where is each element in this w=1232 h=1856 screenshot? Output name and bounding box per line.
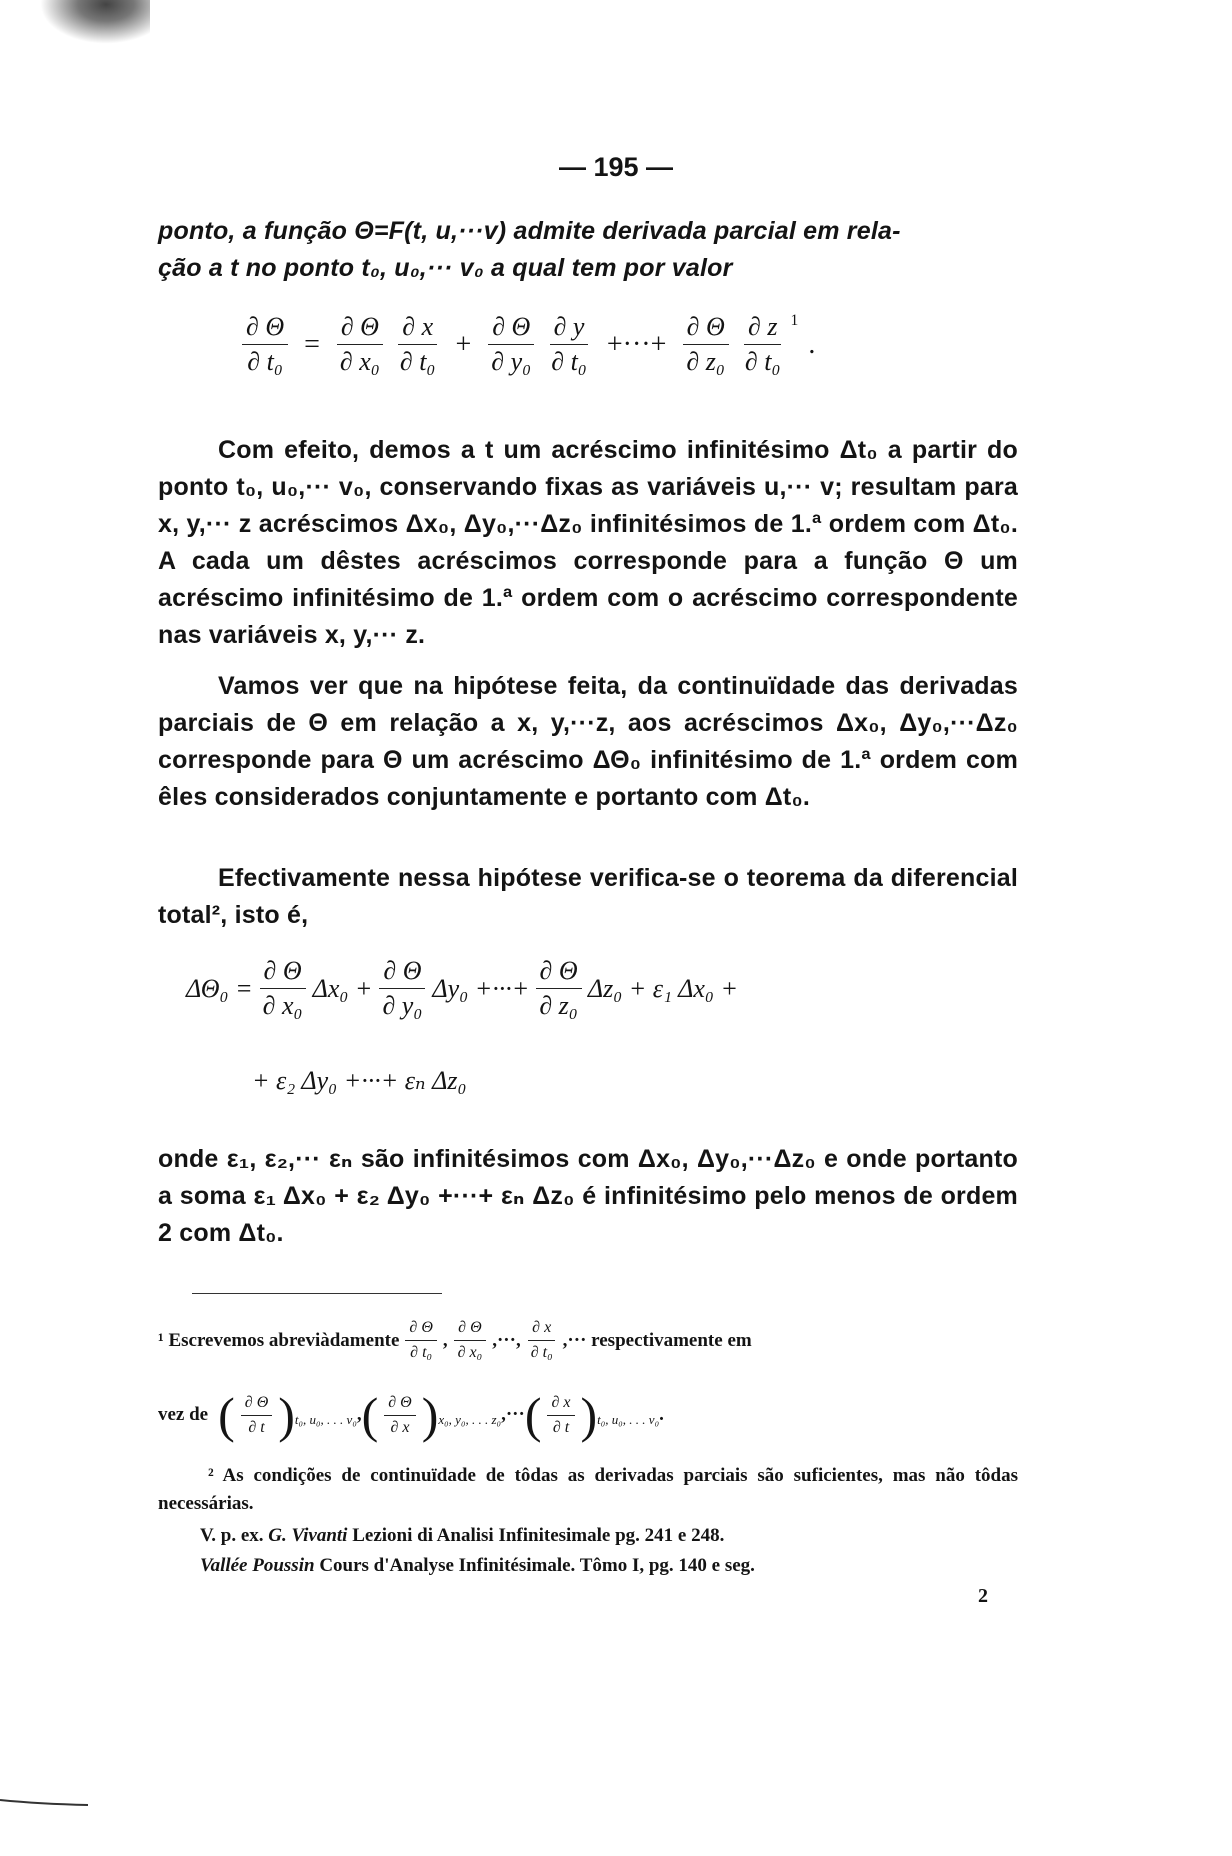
paragraph-1: Com efeito, demos a t um acréscimo infinitésimo Δt₀ a partir do ponto t₀, u₀,··· v₀, conservando fixas as variáveis u,··· v; resultam para x, y,··· z acréscimos Δx₀, Δy₀,···Δz₀ infinitésimos de 1.ª ordem com Δt₀. A cada um dêstes acréscimos corresponde para a função Θ um acréscimo infinitésimo de 1.ª ordem com o acréscimo correspondente nas variáveis x, y,··· z. [158, 436, 1018, 649]
signature-mark: 2 [978, 1585, 988, 1607]
eq1-term1-a: $\frac{\partial \Theta}{\text{∂ x₀}}$ [336, 312, 384, 377]
scan-edge-mark [0, 1796, 90, 1808]
eq2-frac-1: $\frac{\partial \Theta}{\text{∂ x₀}}$ [259, 956, 307, 1021]
page-number: — 195 — [558, 152, 674, 182]
intro-line-1: ponto, a função Θ=F(t, u,···v) admite derivada parcial em rela- [158, 217, 901, 245]
footnote-2: ² As condições de continuïdade de tôdas as derivadas parciais são suficientes, mas não tôdas necessárias. [158, 1465, 1018, 1514]
eq1-lhs: $\frac{\partial \Theta}{\text{∂ t₀}}$ [242, 312, 288, 377]
equation-2-line-2: + ε₂ Δy₀ +···+ εₙ Δz₀ [252, 1066, 467, 1095]
scan-stain [40, 0, 150, 44]
reference-2: Vallée Poussin Cours d'Analyse Infinitésimale. Tômo I, pg. 140 e seg. [200, 1555, 755, 1576]
intro-line-2: ção a t no ponto t₀, u₀,··· v₀ a qual tem por valor [158, 254, 733, 282]
footnote-1-line-2: vez de ( $\frac{\partial \Theta}{\partial t}$ ) t₀, u₀, . . . v₀ , ( $\frac{\partial \Theta}{\partial x}$ ) x₀, y₀, . . . z₀ ,··· ( $\frac{\partial x}{\partial t}$ ) t₀, u₀, . . . v₀ . [158, 1387, 664, 1443]
reference-1: V. p. ex. G. Vivanti Lezioni di Analisi Infinitesimale pg. 241 e 248. [200, 1525, 725, 1546]
eq2-frac-3: $\frac{\partial \Theta}{\text{∂ z₀}}$ [535, 956, 582, 1021]
paragraph-2: Vamos ver que na hipótese feita, da continuïdade das derivadas parciais de Θ em relação a x, y,···z, aos acréscimos Δx₀, Δy₀,···Δz₀ corresponde para Θ um acréscimo ΔΘ₀ infinitésimo de 1.ª ordem com êles considerados conjuntamente e portanto com Δt₀. [158, 672, 1018, 811]
equation-2: ΔΘ₀ = $\frac{\partial \Theta}{\text{∂ x₀}}$ Δx₀ + $\frac{\partial \Theta}{\text{∂ y₀}}$ Δy₀ +···+ $\frac{\partial \Theta}{\text{∂ z₀}}$ Δz₀ + ε₁ Δx₀ + [186, 956, 739, 1020]
eq1-term3-a: $\frac{\partial \Theta}{\text{∂ z₀}}$ [682, 312, 729, 377]
paragraph-3: Efectivamente nessa hipótese verifica-se o teorema da diferencial total², isto é, [158, 864, 1018, 929]
paragraph-4: onde ε₁, ε₂,··· εₙ são infinitésimos com Δx₀, Δy₀,···Δz₀ e onde portanto a soma ε₁ Δx₀ + ε₂ Δy₀ +···+ εₙ Δz₀ é infinitésimo pelo menos de ordem 2 com Δt₀. [158, 1145, 1018, 1247]
footnote-1-line-1: ¹ Escrevemos abreviàdamente $\frac{\partial \Theta}{\text{∂ t₀}}$ , $\frac{\partial \Theta}{\text{∂ x₀}}$ ,···, $\frac{\partial x}{\text{∂ t₀}}$ ,··· respectivamente em [158, 1319, 752, 1361]
eq1-term3-b: $\frac{\partial z}{\text{∂ t₀}}$ [744, 312, 781, 376]
eq1-term1-b: $\frac{\partial x}{\text{∂ t₀}}$ [399, 312, 436, 376]
footnote-ref-1: 1 [790, 312, 799, 329]
eq2-frac-2: $\frac{\partial \Theta}{\text{∂ y₀}}$ [378, 956, 426, 1021]
equation-1: $\frac{\partial \Theta}{\text{∂ t₀}}$ = $\frac{\partial \Theta}{\text{∂ x₀}}$ $\frac{\partial x}{\text{∂ t₀}}$ + $\frac{\partial \Theta}{\text{∂ y₀}}$ $\frac{\partial y}{\text{∂ t₀}}$ +···+ $\frac{\partial \Theta}{\text{∂ z₀}}$ $\frac{\partial z}{\text{∂ t₀}}$ $^1$ . [236, 312, 825, 377]
eq1-term2-a: $\frac{\partial \Theta}{\text{∂ y₀}}$ [487, 312, 535, 377]
footnote-rule [192, 1293, 442, 1294]
eq1-term2-b: $\frac{\partial y}{\text{∂ t₀}}$ [551, 312, 587, 376]
